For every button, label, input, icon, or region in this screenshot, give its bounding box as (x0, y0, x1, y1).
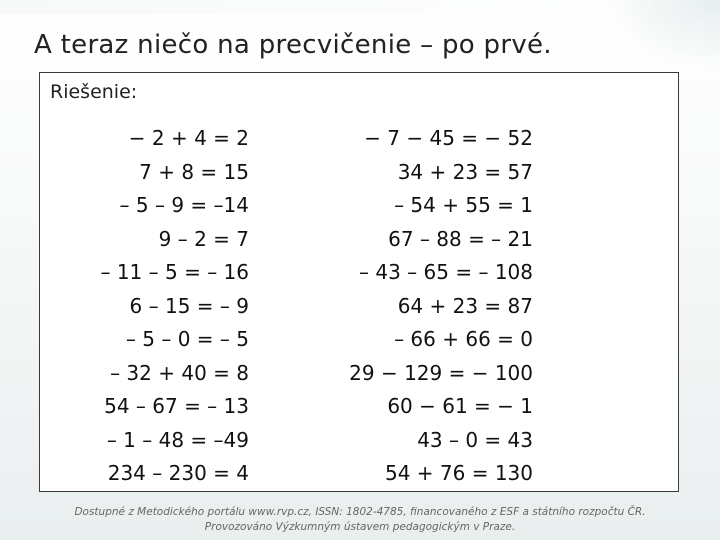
equation: 64 + 23 = 87 (397, 293, 533, 318)
equation: 54 – 67 = – 13 (104, 394, 249, 418)
equation: – 5 – 9 = –14 (119, 193, 249, 217)
equation: 9 – 2 = 7 (158, 226, 249, 251)
equation: 234 – 230 = 4 (107, 461, 249, 485)
solution-label: Riešenie: (50, 81, 138, 103)
equation: – 43 – 65 = – 108 (359, 260, 533, 284)
equation: – 11 – 5 = – 16 (100, 260, 249, 284)
right-equation-column (349, 122, 533, 491)
equation: − 2 + 4 = 2 (128, 126, 249, 150)
equation: 6 – 15 = – 9 (129, 293, 249, 318)
corner-decoration (600, 0, 720, 70)
equation: – 66 + 66 = 0 (394, 327, 533, 351)
footer-line: Dostupné z Metodického portálu www.rvp.cz, ISSN: 1802-4785, financovaného z ESF a státního rozpočtu ČR. (74, 506, 646, 518)
equation: 60 − 61 = − 1 (387, 394, 533, 418)
equation: 43 – 0 = 43 (417, 427, 533, 452)
equation: – 1 – 48 = –49 (106, 427, 249, 452)
equation: 34 + 23 = 57 (397, 159, 533, 184)
solution-panel (39, 72, 679, 492)
equation: 7 + 8 = 15 (139, 159, 249, 184)
footer-credit (0, 505, 720, 535)
equation: – 54 + 55 = 1 (394, 193, 533, 217)
equation: − 7 − 45 = − 52 (364, 126, 533, 150)
equation: 54 + 76 = 130 (384, 461, 533, 485)
footer-line: Provozováno Výzkumným ústavem pedagogickým v Praze. (204, 521, 516, 533)
equation: 67 – 88 = – 21 (388, 226, 533, 251)
slide-title: A teraz niečo na precvičenie – po prvé. (34, 30, 552, 60)
equation: 29 − 129 = − 100 (349, 360, 533, 385)
left-equation-column (100, 122, 249, 491)
equation: – 5 – 0 = – 5 (125, 327, 249, 351)
equation: – 32 + 40 = 8 (110, 360, 249, 385)
